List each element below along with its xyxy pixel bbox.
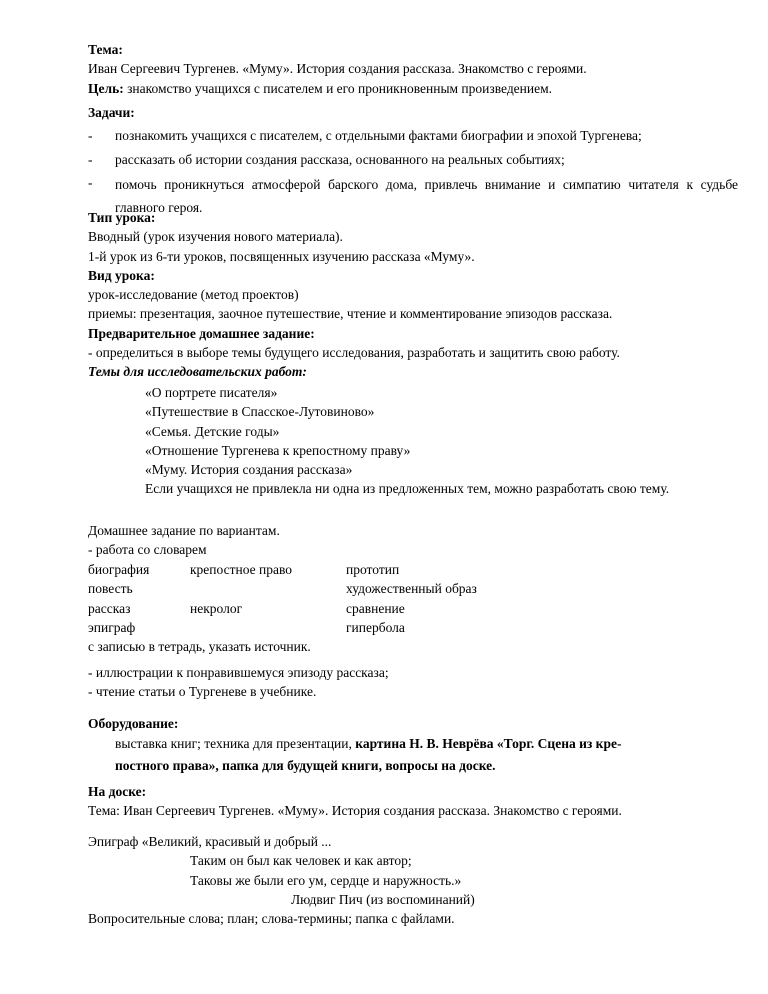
board-topic: Тема: Иван Сергеевич Тургенев. «Муму». История создания рассказа. Знакомство с героями. <box>88 803 622 819</box>
lesson-type-line: Вводный (урок изучения нового материала). <box>88 229 343 245</box>
tasks-section <box>88 103 738 219</box>
terms-row <box>88 599 728 618</box>
topic-heading: Тема: <box>88 42 123 57</box>
task-item: - познакомить учащихся с писателем, с отдельными фактами биографии и эпохой Тургенева; <box>88 128 642 144</box>
terms-row <box>88 618 728 637</box>
task-item: - помочь проникнуться атмосферой барского дома, привлечь внимание и симпатию читателя к судьбе главного героя. <box>88 174 738 215</box>
research-topics-list <box>88 383 738 499</box>
equipment-heading: Оборудование: <box>88 716 179 731</box>
homework-note-block <box>88 637 738 656</box>
board-section <box>88 782 738 821</box>
epigraph-line: Таковы же были его ум, сердце и наружность.» <box>190 872 462 888</box>
homework-extra-block <box>88 663 738 702</box>
homework-dictionary: - работа со словарем <box>88 542 207 558</box>
term-cell: прототип <box>346 562 400 577</box>
terms-row <box>88 579 728 598</box>
pre-homework-heading: Предварительное домашнее задание: <box>88 325 315 341</box>
equipment-bold-1: картина Н. В. Неврёва «Торг. Сцена из кре- <box>355 736 622 752</box>
research-topics-note: Если учащихся не привлекла ни одна из предложенных тем, можно разработать свою тему. <box>145 481 670 497</box>
equipment-bold-2: постного права», папка для будущей книги, вопросы на доске. <box>115 758 496 774</box>
term-cell: некролог <box>190 600 243 616</box>
epigraph-line: Эпиграф «Великий, красивый и добрый ... <box>88 834 332 849</box>
equipment-line-1 <box>88 733 738 755</box>
goal-line <box>88 79 738 98</box>
term-cell: рассказ <box>88 600 131 616</box>
epigraph-block <box>88 832 738 928</box>
tasks-heading: Задачи: <box>88 105 135 120</box>
lesson-type-heading: Тип урока: <box>88 210 156 225</box>
goal-label: Цель: <box>88 80 124 96</box>
homework-extra-item: - иллюстрации к понравившемуся эпизоду рассказа; <box>88 665 389 680</box>
homework-extra-item: - чтение статьи о Тургеневе в учебнике. <box>88 684 317 700</box>
terms-grid <box>88 560 728 637</box>
research-topic-item: «Путешествие в Спасское-Лутовиново» <box>145 404 375 420</box>
equipment-section <box>88 714 738 777</box>
topic-section <box>88 40 738 98</box>
lesson-type-section <box>88 208 738 382</box>
epigraph-line: Таким он был как человек и как автор; <box>190 853 412 869</box>
term-cell: биография <box>88 562 150 577</box>
homework-section <box>88 521 738 560</box>
term-cell: крепостное право <box>190 562 293 577</box>
lesson-type-line: 1-й урок из 6-ти уроков, посвященных изучению рассказа «Муму». <box>88 248 475 264</box>
terms-row <box>88 560 728 579</box>
term-cell: повесть <box>88 581 133 597</box>
board-footer: Вопросительные слова; план; слова-термины; папка с файлами. <box>88 911 455 927</box>
term-cell: сравнение <box>346 600 405 616</box>
lesson-kind-line: приемы: презентация, заочное путешествие, чтение и комментирование эпизодов рассказа. <box>88 306 613 322</box>
research-topic-item: «О портрете писателя» <box>145 385 278 400</box>
lesson-kind-line: урок-исследование (метод проектов) <box>88 287 299 303</box>
research-topics-heading: Темы для исследовательских работ: <box>88 364 307 380</box>
lesson-kind-heading: Вид урока: <box>88 267 155 283</box>
pre-homework-text: - определиться в выборе темы будущего исследования, разработать и защитить свою работу. <box>88 345 620 361</box>
research-topic-item: «Отношение Тургенева к крепостному праву» <box>145 442 411 458</box>
research-topic-item: «Семья. Детские годы» <box>145 423 280 439</box>
topic-text: Иван Сергеевич Тургенев. «Муму». История создания рассказа. Знакомство с героями. <box>88 61 587 77</box>
term-cell: гипербола <box>346 619 405 635</box>
research-topic-item: «Муму. История создания рассказа» <box>145 462 353 478</box>
term-cell: художественный образ <box>346 581 477 597</box>
epigraph-author: Людвиг Пич (из воспоминаний) <box>291 891 475 907</box>
homework-title: Домашнее задание по вариантам. <box>88 523 280 538</box>
board-heading: На доске: <box>88 784 147 799</box>
goal-text: знакомство учащихся с писателем и его проникновенным произведением. <box>123 80 553 96</box>
term-cell: эпиграф <box>88 619 136 635</box>
homework-note: с записью в тетрадь, указать источник. <box>88 639 311 654</box>
task-item: - рассказать об истории создания рассказа, основанного на реальных событиях; <box>88 151 565 167</box>
equipment-plain: выставка книг; техника для презентации, <box>115 736 356 752</box>
